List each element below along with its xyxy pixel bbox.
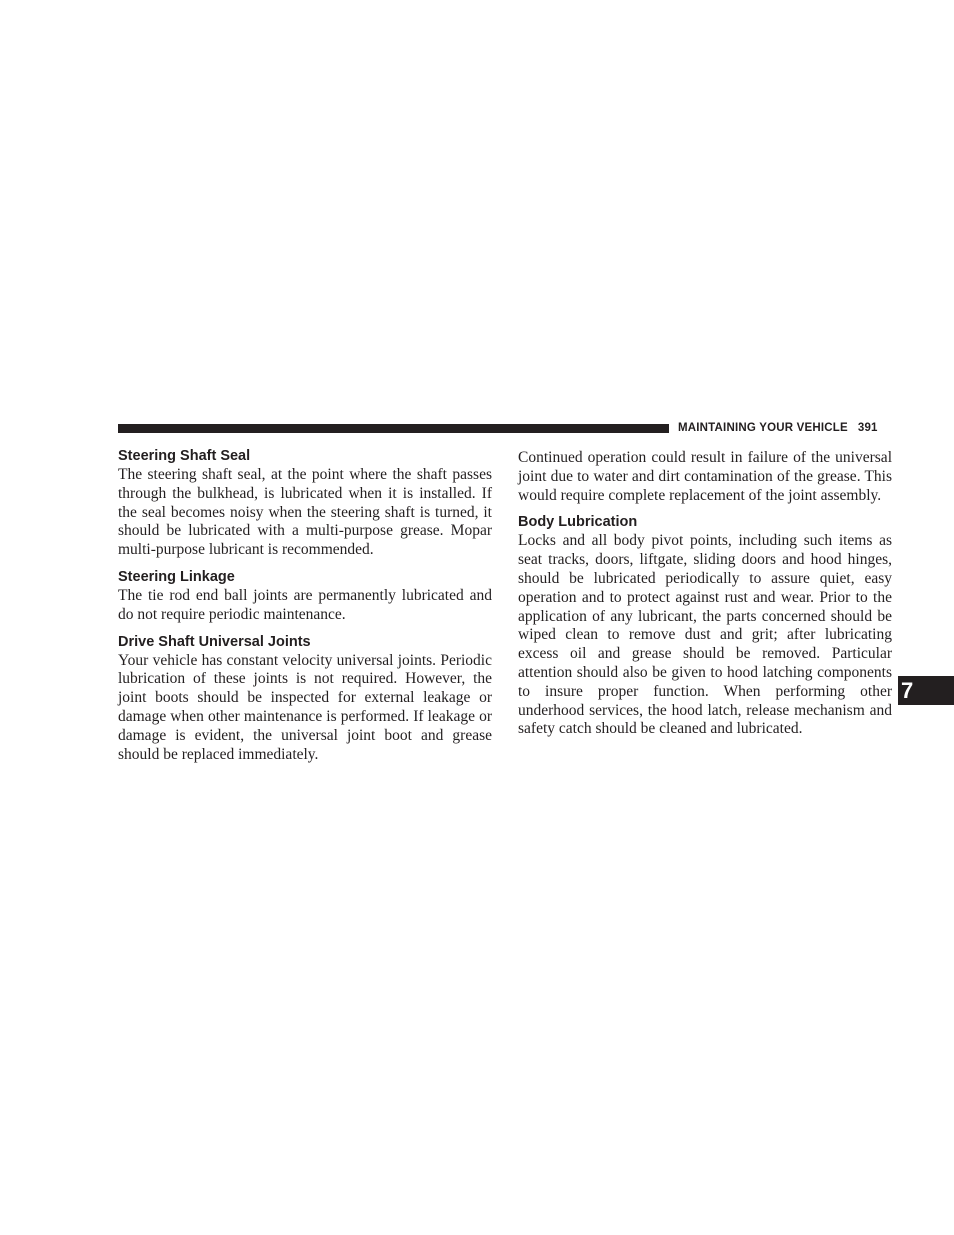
drive-shaft-body: Your vehicle has constant velocity universal joints. Periodic lubrication of these joints is not required. However, the joint boots should be inspected for external leakage or damage when other maintenance is performed. If leakage or damage is evident, the universal joint boot and grease should be replaced immediately.: [118, 651, 492, 763]
left-column: [118, 447, 492, 772]
section-title: MAINTAINING YOUR VEHICLE: [678, 422, 848, 434]
steering-linkage-heading: Steering Linkage: [118, 568, 235, 585]
running-header: [678, 420, 878, 436]
steering-linkage-body: The tie rod end ball joints are permanently lubricated and do not require periodic maintenance.: [118, 586, 492, 623]
right-column: [518, 447, 892, 747]
body-lubrication-body: Locks and all body pivot points, including such items as seat tracks, doors, liftgate, sliding doors and hood hinges, should be lubricated periodically to assure quiet, easy operation and to protect against rust and wear. Prior to the application of any lubricant, the parts concerned should be wiped clean to remove dust and grit; after lubricating excess oil and grease should be removed. Particular attention should also be given to hood latching components to insure proper function. When performing other underhood services, the hood latch, release mechanism and safety catch should be cleaned and lubricated.: [518, 532, 892, 738]
drive-shaft-heading: Drive Shaft Universal Joints: [118, 633, 311, 650]
header-rule: [118, 424, 669, 433]
body-lubrication-heading: Body Lubrication: [518, 514, 638, 531]
steering-shaft-seal-heading: Steering Shaft Seal: [118, 448, 251, 464]
continued-paragraph: Continued operation could result in failure of the universal joint due to water and dirt contamination of the grease. This would require complete replacement of the joint assembly.: [518, 449, 892, 504]
steering-shaft-seal-body: The steering shaft seal, at the point where the shaft passes through the bulkhead, is lubricated when it is installed. If the seal becomes noisy when the steering shaft is turned, it should be lubricated with a multi-purpose grease. Mopar multi-purpose lubricant is recommended.: [118, 466, 492, 559]
chapter-tab: 7: [898, 676, 954, 705]
page-number: 391: [857, 422, 878, 434]
